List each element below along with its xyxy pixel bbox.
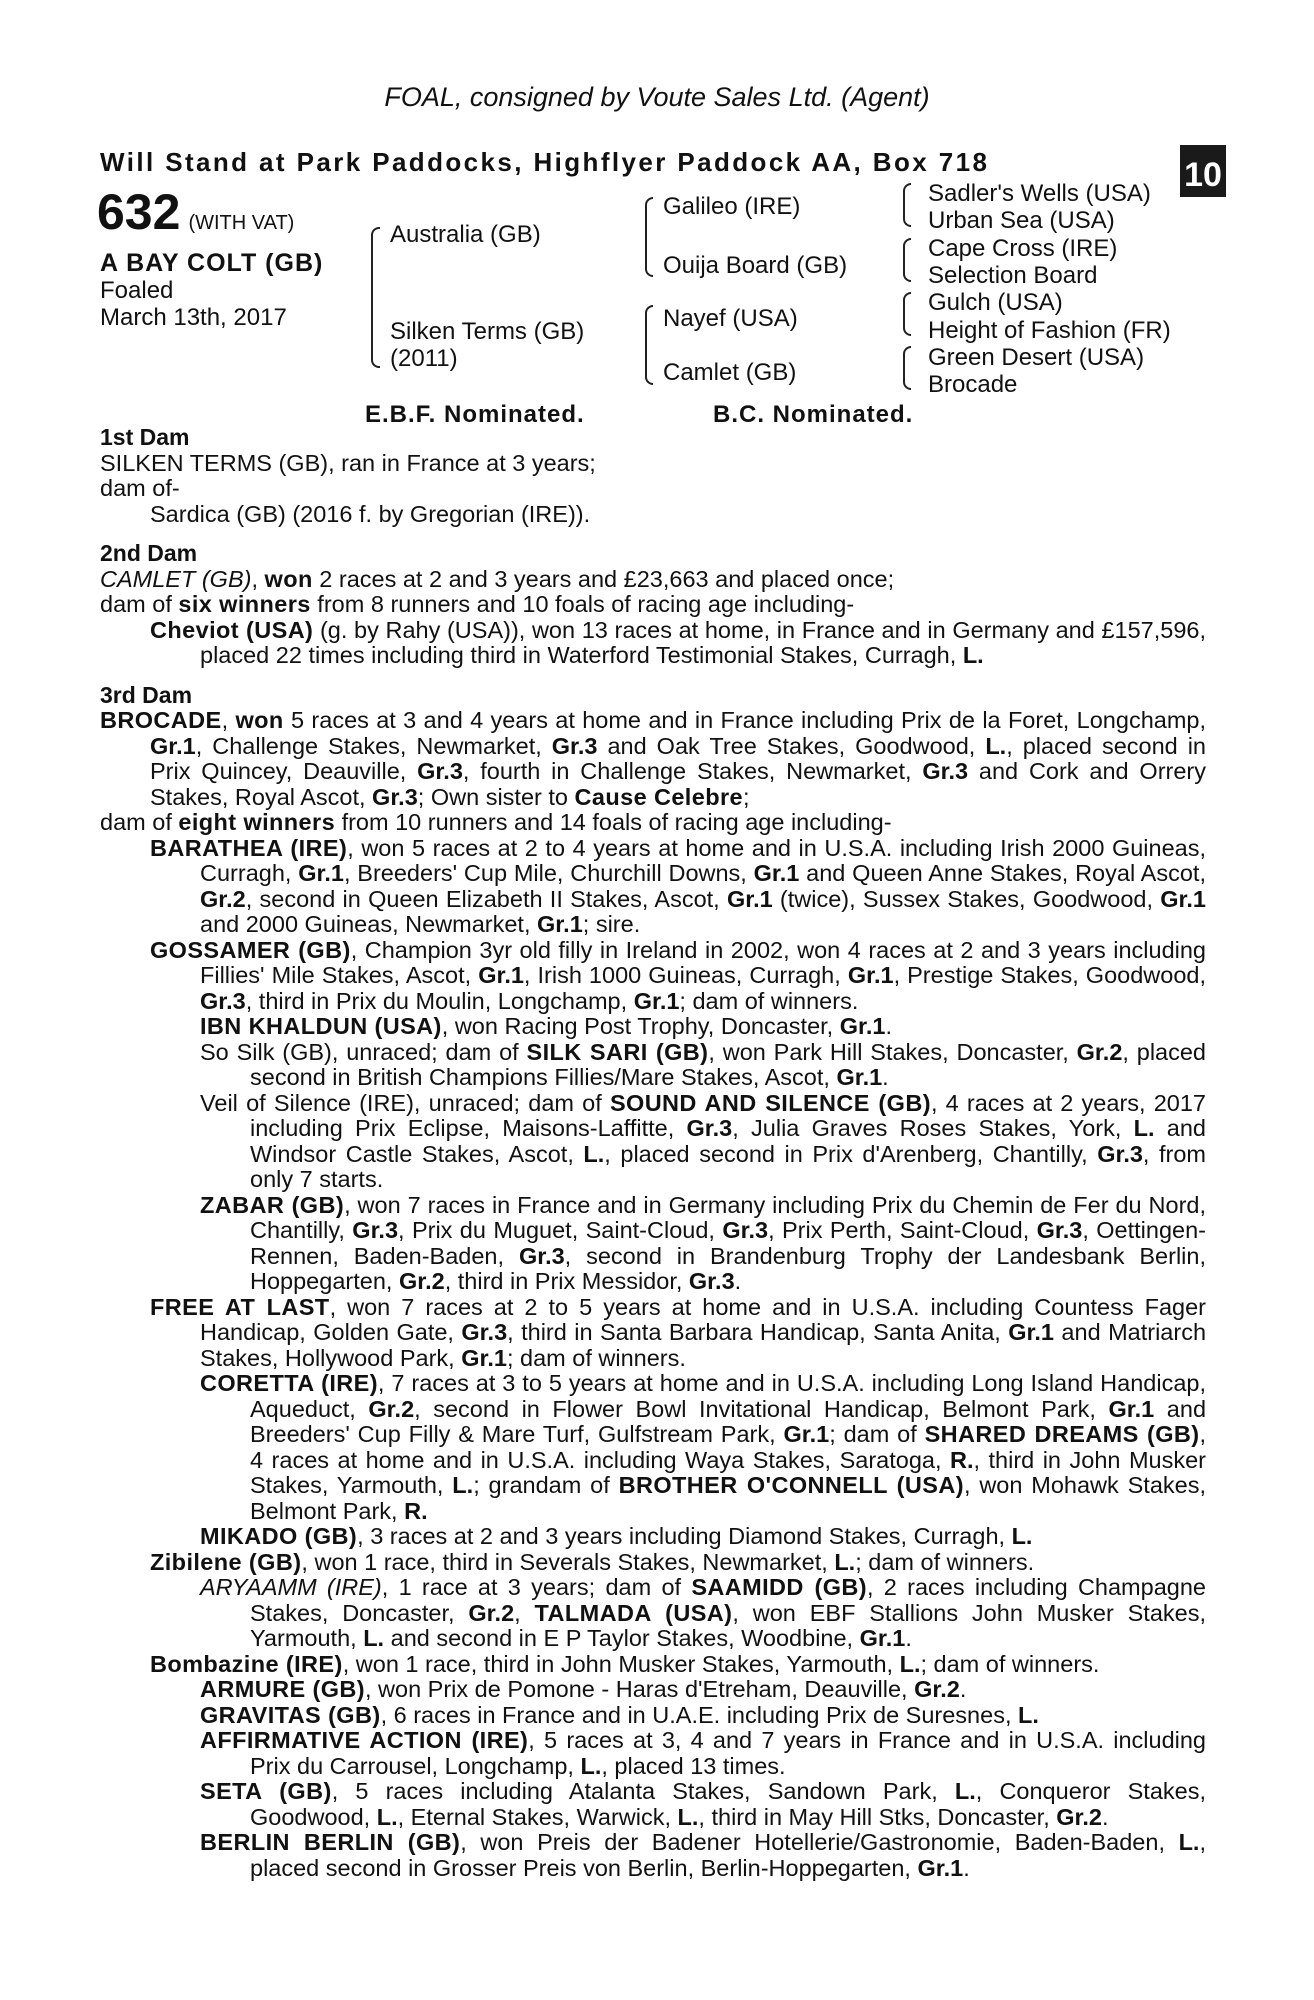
pedigree-dsd: Height of Fashion (FR)	[928, 317, 1171, 344]
bc-nominated: B.C. Nominated.	[713, 401, 914, 428]
text: ; dam of	[829, 1421, 925, 1447]
horse-title: A BAY COLT (GB)	[100, 249, 324, 277]
badge-plus: +	[1183, 130, 1193, 147]
gr3: Gr.3	[1036, 1217, 1083, 1243]
second-dam-heading: 2nd Dam	[100, 540, 198, 566]
text: , Prix Perth, Saint-Cloud,	[768, 1217, 1037, 1243]
gr1: Gr.1	[633, 987, 680, 1014]
text: , from only 7 starts.	[250, 1140, 1207, 1192]
listed: L.	[452, 1472, 474, 1498]
pedigree-brace-sire	[645, 197, 653, 277]
text: , 2 races including Champagne Stakes, Doncaster,	[250, 1574, 1206, 1626]
first-dam-heading: 1st Dam	[100, 424, 190, 450]
text: , Breeders' Cup Mile, Churchill Downs,	[343, 860, 754, 886]
sound-and-silence-name: SOUND AND SILENCE (GB)	[609, 1089, 931, 1116]
pedigree-ssd: Urban Sea (USA)	[928, 207, 1115, 234]
text: .	[905, 1625, 912, 1651]
text: , 5 races including Atalanta Stakes, Sandown Park,	[331, 1778, 955, 1804]
pedigree-ddd: Brocade	[928, 371, 1018, 398]
gr2: Gr.2	[368, 1395, 415, 1422]
pedigree-brace-ds	[903, 292, 911, 336]
text: , third in Prix du Moulin, Longchamp,	[245, 987, 634, 1014]
shared-dreams-name: SHARED DREAMS (GB)	[924, 1421, 1200, 1447]
gr3: Gr.3	[461, 1319, 508, 1345]
gr3: Gr.3	[1097, 1140, 1143, 1167]
gr1: Gr.1	[783, 1421, 830, 1447]
six-winners: six winners	[178, 591, 311, 617]
listed: L.	[1178, 1829, 1200, 1855]
text: .	[734, 1268, 742, 1294]
text: , fourth in Challenge Stakes, Newmarket,	[462, 758, 923, 784]
bombazine-entry	[100, 1652, 1206, 1678]
text: , placed second in Grosser Preis von Berlin, Berlin-Hoppegarten,	[250, 1829, 1206, 1881]
zabar-name: ZABAR (GB)	[200, 1191, 345, 1218]
stand-location: Will Stand at Park Paddocks, Highflyer Paddock AA, Box 718	[100, 147, 990, 177]
armure-name: ARMURE (GB)	[200, 1676, 365, 1702]
affirmative-action-name: AFFIRMATIVE ACTION (IRE)	[200, 1727, 529, 1753]
text: ; dam of winners.	[920, 1650, 1100, 1677]
gr2: Gr.2	[200, 885, 246, 912]
text: 2 races at 2 and 3 years and £23,663 and placed once;	[312, 565, 895, 592]
text: , third in May Hill Stks, Doncaster,	[698, 1803, 1057, 1830]
pedigree-brace-sd	[903, 238, 911, 282]
text: dam of	[100, 809, 179, 835]
listed: L.	[363, 1625, 385, 1651]
text: ; sire.	[582, 911, 641, 937]
veil-of-silence-entry	[100, 1091, 1206, 1193]
gr1: Gr.1	[726, 885, 773, 912]
pedigree-sire-dam: Ouija Board (GB)	[663, 252, 848, 279]
lot-number: 632	[97, 184, 181, 240]
text: and Breeders' Cup Filly & Mare Turf, Gulfstream Park,	[250, 1395, 1207, 1447]
text: , third in Santa Barbara Handicap, Santa Anita,	[507, 1319, 1009, 1345]
gossamer-entry	[100, 938, 1206, 1015]
gossamer-name: GOSSAMER (GB)	[150, 936, 351, 963]
gr1: Gr.1	[753, 860, 800, 886]
text: , won Preis der Badener Hotellerie/Gastronomie, Baden-Baden,	[460, 1829, 1179, 1855]
gr1: Gr.1	[1160, 885, 1206, 912]
vat-note: (WITH VAT)	[188, 212, 295, 234]
gr1: Gr.1	[537, 911, 583, 937]
text: , won 7 races in France and in Germany including Prix du Chemin de Fer du Nord, Chantilly,	[250, 1191, 1207, 1243]
horse-details	[100, 250, 323, 331]
won-text: won	[264, 565, 313, 592]
gr2: Gr.2	[1076, 1038, 1123, 1065]
text: , Challenge Stakes, Newmarket,	[195, 732, 552, 759]
mikado-name: MIKADO (GB)	[200, 1523, 358, 1549]
brother-oconnell-name: BROTHER O'CONNELL (USA)	[618, 1472, 964, 1498]
restricted: R.	[949, 1446, 974, 1473]
coretta-entry	[100, 1371, 1206, 1524]
gr3: Gr.3	[722, 1217, 769, 1243]
text: , won 7 races at 2 to 5 years at home and in U.S.A. including Countess Fager Handicap, Golden Gate,	[200, 1293, 1206, 1345]
text: , won 5 races at 2 to 4 years at home and in U.S.A. including Irish 2000 Guineas, Curragh,	[200, 834, 1207, 886]
text: , Irish 1000 Guineas, Curragh,	[523, 962, 848, 988]
pedigree-brace-dam	[645, 305, 653, 385]
listed: L.	[1018, 1701, 1039, 1728]
text: .	[882, 1064, 889, 1090]
second-dam-record: CAMLET (GB), won 2 races at 2 and 3 years and £23,663 and placed once;	[100, 565, 895, 592]
barathea-name: BARATHEA (IRE)	[150, 834, 348, 861]
third-dam-heading: 3rd Dam	[100, 681, 193, 708]
text: , third in John Musker Stakes, Yarmouth,	[250, 1446, 1206, 1498]
coretta-name: CORETTA (IRE)	[200, 1370, 378, 1396]
pedigree-sire: Australia (GB)	[390, 221, 541, 248]
badge-number: 10	[1184, 156, 1222, 194]
first-dam-line-2: dam of-	[100, 475, 180, 501]
pedigree-brace-main	[371, 227, 380, 368]
cheviot-entry	[100, 618, 1206, 669]
free-at-last-entry	[100, 1295, 1206, 1372]
eight-winners: eight winners	[178, 809, 336, 835]
text: from 8 runners and 10 foals of racing age including-	[310, 591, 855, 617]
second-dam-produce-intro	[100, 592, 1206, 618]
gr3: Gr.3	[551, 732, 598, 759]
text: and Cork and Orrery Stakes, Royal Ascot,	[150, 758, 1207, 810]
gr3: Gr.3	[686, 1115, 733, 1141]
berlin-berlin-name: BERLIN BERLIN (GB)	[200, 1829, 461, 1855]
text: and Matriarch Stakes, Hollywood Park,	[200, 1319, 1207, 1371]
text: and second in E P Taylor Stakes, Woodbine,	[384, 1625, 860, 1651]
restricted: R.	[404, 1497, 428, 1524]
gr2: Gr.2	[398, 1268, 445, 1294]
text: from 10 runners and 14 foals of racing age including-	[335, 809, 892, 835]
so-silk-entry	[100, 1040, 1206, 1091]
text: , placed 13 times.	[601, 1752, 786, 1779]
text: , 1 race at 3 years; dam of	[381, 1574, 692, 1600]
text: , placed second in Prix d'Arenberg, Chantilly,	[604, 1140, 1098, 1167]
mikado-entry	[100, 1524, 1206, 1550]
armure-entry	[100, 1677, 1206, 1703]
text: , Eternal Stakes, Warwick,	[397, 1803, 678, 1830]
text: , placed second in British Champions Fillies/Mare Stakes, Ascot,	[250, 1038, 1207, 1090]
text: , second in Brandenburg Trophy der Landesbank Berlin, Hoppegarten,	[250, 1242, 1206, 1294]
text: , Julia Graves Roses Stakes, York,	[732, 1115, 1134, 1141]
ibn-khaldun-name: IBN KHALDUN (USA)	[200, 1013, 442, 1039]
gr3: Gr.3	[372, 783, 418, 810]
first-dam-line-1: SILKEN TERMS (GB), ran in France at 3 years;	[100, 449, 596, 476]
listed: L.	[834, 1548, 856, 1575]
brocade-name: BROCADE	[100, 707, 222, 733]
gr1: Gr.1	[836, 1064, 883, 1090]
barathea-entry	[100, 836, 1206, 938]
text: ; dam of winners.	[506, 1344, 686, 1371]
listed: L.	[1011, 1523, 1033, 1549]
text: , Prix du Muguet, Saint-Cloud,	[398, 1217, 723, 1243]
gr1: Gr.1	[859, 1625, 906, 1651]
gr1: Gr.1	[478, 962, 524, 988]
brocade-record: BROCADE, won 5 races at 3 and 4 years at home and in France including Prix de la Foret, Longchamp, Gr.1, Challenge Stakes, Newmarket, Gr.3 and Oak Tree Stakes, Goodwood, L., placed second in Prix Quincey, Deauville, Gr.3, fourth in Challenge Stakes, Newmarket, Gr.3 and Cork and Orrery Stakes, Royal Ascot, Gr.3; Own sister to Cause Celebre;	[100, 707, 1207, 810]
pedigree-dam-sire: Nayef (USA)	[663, 305, 798, 332]
pedigree-dam: Silken Terms (GB)	[390, 318, 585, 345]
text: .	[963, 1854, 970, 1881]
text: , 5 races at 3, 4 and 7 years in France and in U.S.A. including Prix du Carrousel, Longchamp,	[250, 1727, 1206, 1779]
lot-header	[97, 183, 294, 241]
gravitas-name: GRAVITAS (GB)	[200, 1701, 381, 1728]
listed-mark: L.	[962, 642, 984, 668]
text: , Prestige Stakes, Goodwood,	[893, 962, 1206, 988]
consignor-line: FOAL, consigned by Voute Sales Ltd. (Agent)	[384, 82, 930, 112]
aryaamm-name: ARYAAMM (IRE)	[200, 1574, 382, 1600]
seta-entry	[100, 1779, 1206, 1830]
text: 5 races at 3 and 4 years at home and in France including Prix de la Foret, Longchamp,	[283, 707, 1207, 733]
text: , won EBF Stallions John Musker Stakes, Yarmouth,	[250, 1599, 1206, 1651]
berlin-berlin-entry	[100, 1830, 1206, 1881]
camlet-name: CAMLET (GB)	[100, 565, 252, 592]
ibn-khaldun-entry	[100, 1014, 1206, 1040]
text: .	[959, 1676, 967, 1702]
gravitas-entry	[100, 1703, 1206, 1729]
gr3: Gr.3	[688, 1268, 735, 1294]
pedigree-brace-ss	[903, 183, 911, 227]
foaled-label: Foaled	[100, 277, 174, 304]
catalogue-body	[100, 425, 1206, 1881]
listed: L.	[899, 1650, 921, 1677]
bombazine-name: Bombazine (IRE)	[150, 1650, 343, 1677]
listed: L.	[580, 1752, 602, 1779]
text: ; dam of winners.	[679, 987, 859, 1014]
text: and Oak Tree Stakes, Goodwood,	[597, 732, 986, 759]
gr2: Gr.2	[468, 1599, 515, 1626]
text: , second in Queen Elizabeth II Stakes, Ascot,	[245, 885, 727, 912]
text: , won 1 race, third in Severals Stakes, Newmarket,	[301, 1548, 835, 1575]
gr1: Gr.1	[150, 732, 196, 759]
gr1: Gr.1	[1008, 1319, 1054, 1345]
text: ; grandam of	[473, 1472, 619, 1498]
ebf-nominated: E.B.F. Nominated.	[365, 401, 585, 428]
text: and Windsor Castle Stakes, Ascot,	[250, 1115, 1206, 1167]
cause-celebre: Cause Celebre	[574, 783, 743, 810]
foaled-date: March 13th, 2017	[100, 304, 287, 331]
text: So Silk (GB), unraced; dam of	[200, 1038, 527, 1065]
pedigree-dam-dam: Camlet (GB)	[663, 359, 797, 386]
text: ;	[742, 783, 750, 810]
text: , won Racing Post Trophy, Doncaster,	[441, 1013, 840, 1039]
pedigree-sdd: Selection Board	[928, 262, 1098, 289]
text: , third in Prix Messidor,	[444, 1268, 689, 1294]
listed: L.	[954, 1778, 976, 1804]
text: , Oettingen-Rennen, Baden-Baden,	[250, 1217, 1207, 1269]
gr1: Gr.1	[839, 1013, 886, 1039]
text: (twice), Sussex Stakes, Goodwood,	[772, 885, 1161, 912]
talmada-name: TALMADA (USA)	[534, 1599, 733, 1626]
gr2: Gr.2	[1056, 1803, 1102, 1830]
text: , second in Flower Bowl Invitational Handicap, Belmont Park,	[414, 1395, 1109, 1422]
gr1: Gr.1	[298, 860, 344, 886]
text: , 6 races in France and in U.A.E. including Prix de Suresnes,	[380, 1701, 1019, 1728]
gr1: Gr.1	[1108, 1395, 1155, 1422]
listed: L.	[1133, 1115, 1155, 1141]
text: , 4 races at home and in U.S.A. including Waya Stakes, Saratoga,	[250, 1421, 1207, 1473]
text: , Conqueror Stakes, Goodwood,	[250, 1778, 1207, 1830]
text: , won 1 race, third in John Musker Stakes, Yarmouth,	[342, 1650, 900, 1677]
pedigree-sss: Sadler's Wells (USA)	[928, 180, 1151, 207]
aryaamm-entry: ARYAAMM (IRE), 1 race at 3 years; dam of SAAMIDD (GB), 2 races including Champagne Stakes, Doncaster, Gr.2, TALMADA (USA), won EBF Stallions John Musker Stakes, Yarmouth, L. and second in E P Taylor Stakes, Woodbine, Gr.1.	[200, 1574, 1206, 1651]
listed: L.	[583, 1140, 605, 1167]
text: .	[1102, 1803, 1109, 1830]
pedigree-sds: Cape Cross (IRE)	[928, 235, 1118, 262]
text: dam of	[100, 591, 179, 617]
gr1: Gr.1	[461, 1344, 507, 1371]
text: , 4 races at 2 years, 2017 including Prix Eclipse, Maisons-Laffitte,	[250, 1089, 1207, 1141]
won-text: won	[235, 707, 284, 733]
text: (g. by Rahy (USA)), won 13 races at home, in France and in Germany and £157,596, placed 22 times including third in Waterford Testimonial Stakes, Curragh,	[200, 616, 1207, 668]
text: , 3 races at 2 and 3 years including Diamond Stakes, Curragh,	[357, 1523, 1012, 1549]
gr3: Gr.3	[200, 987, 246, 1014]
text: ; Own sister to	[417, 783, 575, 810]
listed: L.	[376, 1803, 398, 1830]
text: , 7 races at 3 to 5 years at home and in U.S.A. including Long Island Handicap, Aqueduct,	[250, 1370, 1207, 1422]
text: , placed second in Prix Quincey, Deauville,	[150, 732, 1207, 784]
tattersalls-10-badge	[1180, 130, 1226, 197]
pedigree-dds: Green Desert (USA)	[928, 344, 1145, 371]
gr3: Gr.3	[518, 1242, 565, 1269]
pedigree-dam-year: (2011)	[390, 345, 458, 372]
silk-sari-name: SILK SARI (GB)	[526, 1038, 709, 1065]
text: and 2000 Guineas, Newmarket,	[200, 911, 538, 937]
text: , Champion 3yr old filly in Ireland in 2002, won 4 races at 2 and 3 years including Fillies' Mile Stakes, Ascot,	[200, 936, 1206, 988]
pedigree-dss: Gulch (USA)	[928, 289, 1063, 316]
zabar-entry	[100, 1193, 1206, 1295]
listed: L.	[985, 732, 1007, 759]
gr3: Gr.3	[922, 758, 969, 784]
gr3: Gr.3	[352, 1217, 399, 1243]
seta-name: SETA (GB)	[200, 1778, 332, 1804]
listed: L.	[677, 1803, 699, 1830]
pedigree-brace-dd	[903, 346, 911, 390]
gr3: Gr.3	[417, 758, 463, 784]
zibilene-entry	[100, 1550, 1206, 1576]
saamidd-name: SAAMIDD (GB)	[691, 1574, 867, 1600]
text: , won Mohawk Stakes, Belmont Park,	[250, 1472, 1206, 1524]
first-dam-produce: Sardica (GB) (2016 f. by Gregorian (IRE)).	[150, 500, 591, 527]
brocade-produce-intro	[100, 810, 1206, 836]
free-at-last-name: FREE AT LAST	[150, 1293, 330, 1320]
pedigree-sire-sire: Galileo (IRE)	[663, 193, 801, 220]
affirmative-action-entry	[100, 1728, 1206, 1779]
text: , won Park Hill Stakes, Doncaster,	[708, 1038, 1077, 1065]
text: and Queen Anne Stakes, Royal Ascot,	[799, 860, 1206, 886]
gr1: Gr.1	[847, 962, 894, 988]
gr1: Gr.1	[917, 1854, 964, 1881]
zibilene-name: Zibilene (GB)	[150, 1548, 302, 1575]
cheviot-name: Cheviot (USA)	[150, 616, 314, 643]
text: ; dam of winners.	[855, 1548, 1035, 1575]
text: , won Prix de Pomone - Haras d'Etreham, Deauville,	[364, 1676, 915, 1702]
text: .	[885, 1013, 892, 1039]
text: Veil of Silence (IRE), unraced; dam of	[200, 1089, 610, 1116]
gr2: Gr.2	[914, 1676, 960, 1702]
